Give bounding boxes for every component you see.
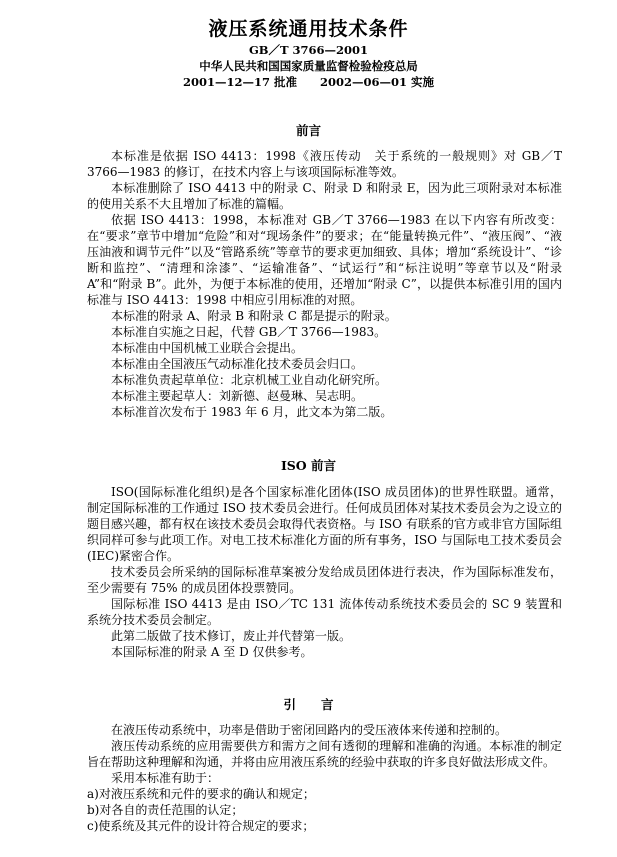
standard-code: GB／T 3766—2001 — [248, 43, 369, 57]
list-item: a)对液压系统和元件的要求的确认和规定； — [87, 787, 315, 801]
paragraph: 本标准负责起草单位：北京机械工业自动化研究所。 — [111, 373, 388, 387]
paragraph: 本标准主要起草人：刘新德、赵曼琳、吴志明。 — [111, 389, 364, 403]
paragraph: 本标准首次发布于 1983 年 6 月，此文本为第二版。 — [111, 405, 393, 419]
paragraph: ISO(国际标准化组织)是各个国家标准化团体(ISO 成员团体)的世界性联盟。通常，制定国际标准的工作通过 ISO 技术委员会进行。任何成员团体对某技术委员会为之设立的题目感兴趣，都有权在该技术委员会取得代表资格。与 ISO 有联系的官方或非官方国际组织同样可参与此项工作。对电工技术标准化方面的所有事务，ISO 与国际电工技术委员会(IEC)紧密合作。 — [87, 485, 562, 563]
paragraph: 此第二版做了技术修订，废止并代替第一版。 — [111, 629, 352, 643]
list-item: c)使系统及其元件的设计符合规定的要求； — [87, 819, 315, 833]
paragraph: 国际标准 ISO 4413 是由 ISO／TC 131 流体传动系统技术委员会的 SC 9 装置和系统分技术委员会制定。 — [87, 597, 562, 627]
approval-dates: 2001—12—17 批准 2002—06—01 实施 — [182, 75, 435, 89]
paragraph: 依据 ISO 4413：1998，本标准对 GB／T 3766—1983 在以下内容有所改变：在“要求”章节中增加“危险”和对“现场条件”的要求；在“能量转换元件”、“液压阀”、“液压油液和调节元件”以及“管路系统”等章节的要求更加细致、具体；增加“系统设计”、“诊断和监控”、“清理和涂漆”、“运输准备”、“试运行”和“标注说明”等章节以及“附录 A”和“附录 B”。此外，为便于本标准的使用，还增加“附录 C”，以提供本标准引用的国内标准与 ISO 4413：1998 中相应引用标准的对照。 — [87, 213, 562, 307]
paragraph: 技术委员会所采纳的国际标准草案被分发给成员团体进行表决，作为国际标准发布，至少需要有 75% 的成员团体投票赞同。 — [87, 565, 562, 595]
document-title: 液压系统通用技术条件 — [208, 18, 409, 40]
foreword-body — [87, 148, 562, 420]
paragraph: 采用本标准有助于： — [111, 771, 220, 785]
issuing-authority: 中华人民共和国国家质量监督检验检疫总局 — [199, 59, 418, 73]
iso-foreword-heading: ISO 前言 — [280, 458, 337, 473]
paragraph: 本标准由全国液压气动标准化技术委员会归口。 — [111, 357, 364, 371]
paragraph: 本标准删除了 ISO 4413 中的附录 C、附录 D 和附录 E，因为此三项附录对本标准的使用关系不大且增加了标准的篇幅。 — [87, 181, 562, 211]
iso-foreword-body — [87, 484, 562, 660]
paragraph: 在液压传动系统中，功率是借助于密闭回路内的受压液体来传递和控制的。 — [111, 723, 508, 737]
foreword-heading: 前言 — [295, 123, 321, 138]
paragraph: 本标准由中国机械工业联合会提出。 — [111, 341, 304, 355]
list-item: b)对各自的责任范围的认定； — [87, 803, 244, 817]
paragraph: 本标准的附录 A、附录 B 和附录 C 都是提示的附录。 — [111, 309, 397, 323]
introduction-heading: 引 言 — [283, 697, 334, 712]
introduction-body — [87, 722, 562, 834]
paragraph: 本国际标准的附录 A 至 D 仅供参考。 — [111, 645, 313, 659]
paragraph: 液压传动系统的应用需要供方和需方之间有透彻的理解和准确的沟通。本标准的制定旨在帮助这种理解和沟通，并将由应用液压系统的经验中获取的许多良好做法形成文件。 — [87, 739, 562, 769]
paragraph: 本标准自实施之日起，代替 GB／T 3766—1983。 — [111, 325, 387, 339]
paragraph: 本标准是依据 ISO 4413：1998《液压传动 关于系统的一般规则》对 GB／T 3766—1983 的修订，在技术内容上与该项国际标准等效。 — [87, 149, 562, 179]
